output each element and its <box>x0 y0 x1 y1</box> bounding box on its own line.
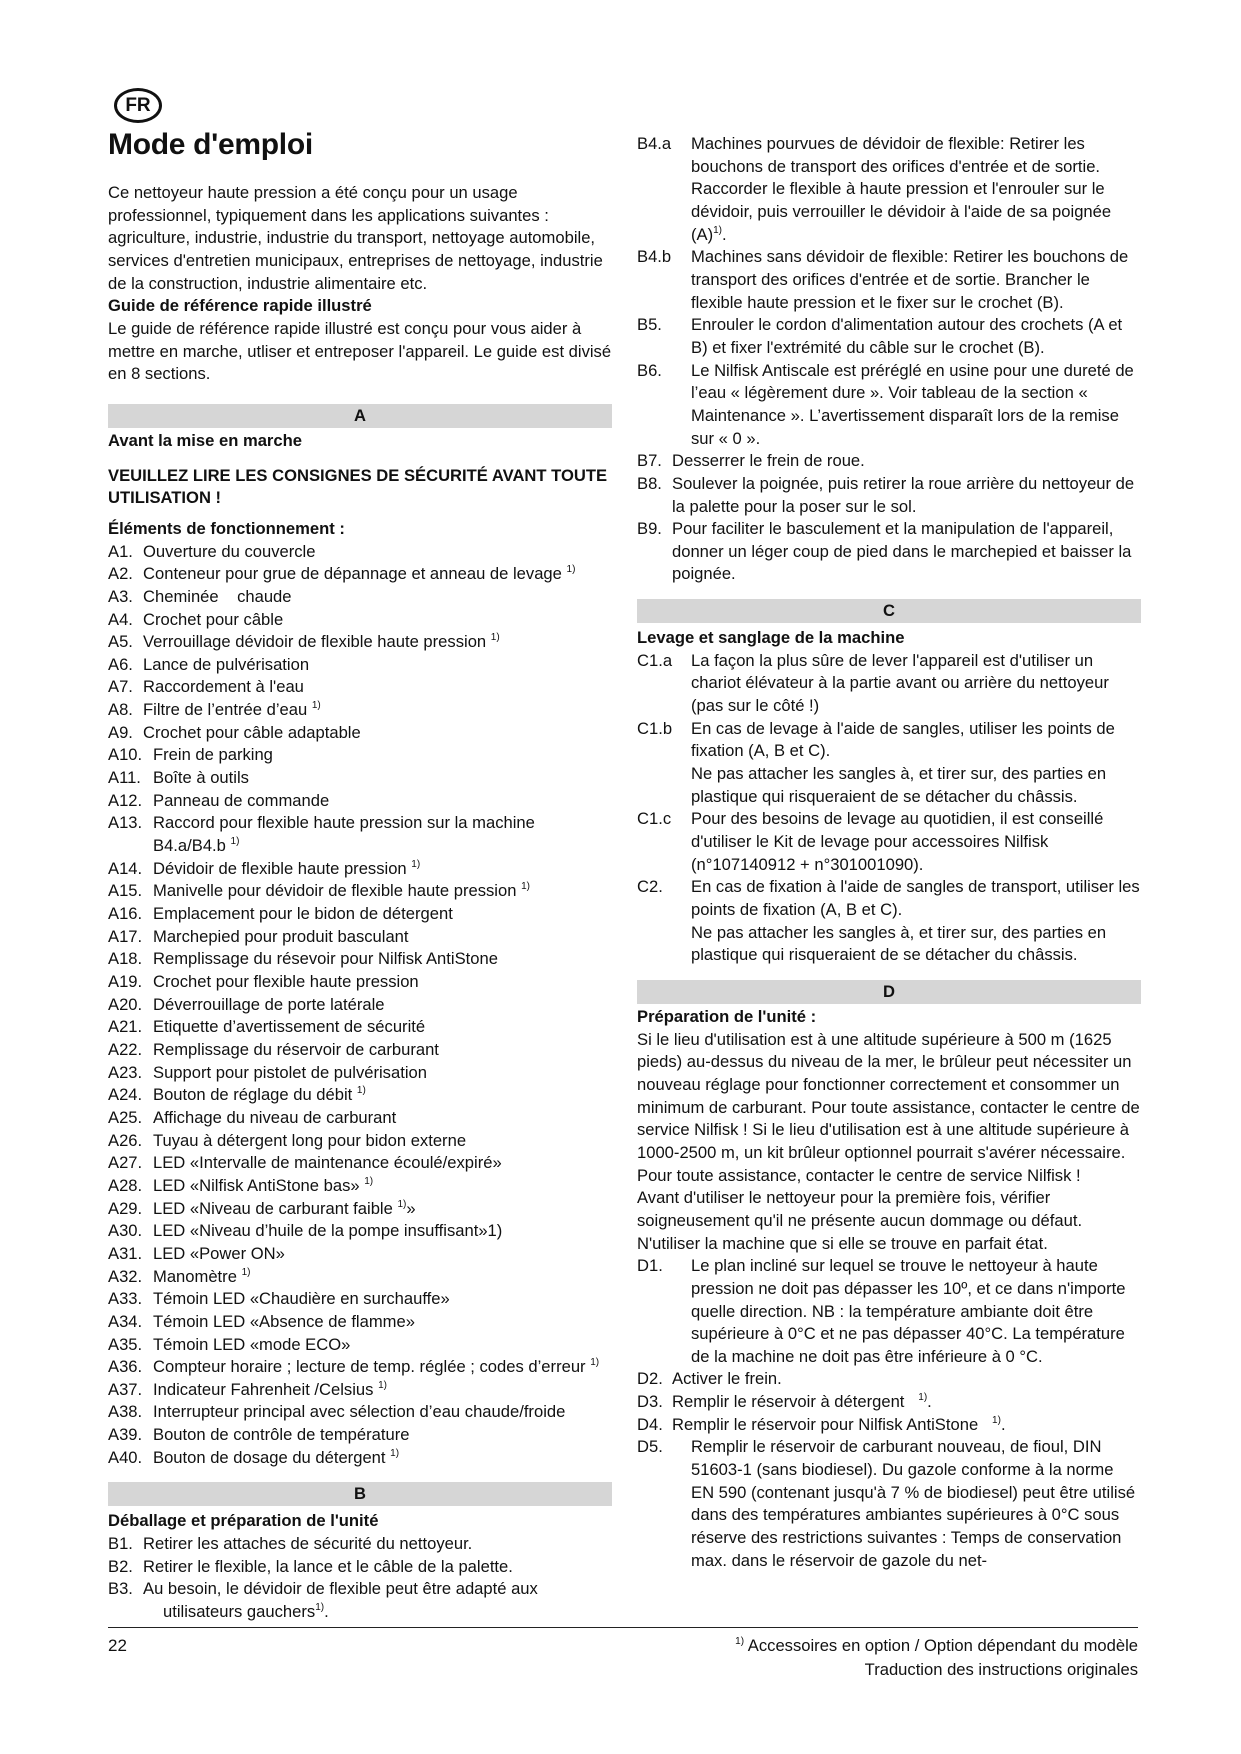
item-label: A2. <box>108 564 133 584</box>
elements-title: Éléments de fonctionnement : <box>108 518 345 538</box>
step-text: Enrouler le cordon d'alimentation autour des crochets (A et B) et fixer l'extrémité du câble sur le crochet (B). <box>691 315 1123 357</box>
step-label: D1. <box>637 1256 663 1276</box>
item-text: Marchepied pour produit basculant <box>153 926 409 946</box>
step-text: La façon la plus sûre de lever l'appareil est d'utiliser un chariot élévateur à la partie avant ou arrière du nettoyeur (pas sur le côté !) <box>691 650 1109 716</box>
item-label: A33. <box>108 1289 143 1309</box>
footnote-mark: 1) <box>713 224 723 236</box>
item-label: A17. <box>108 926 143 946</box>
footnote-text: Accessoires en option / Option dépendant du modèle <box>747 1636 1138 1655</box>
guide-title: Guide de référence rapide illustré <box>108 296 372 316</box>
item-label: A23. <box>108 1062 143 1082</box>
item-text: Manivelle pour dévidoir de flexible haute pression <box>153 881 517 901</box>
item-label: A26. <box>108 1130 143 1150</box>
inspection-paragraph: Avant d'utiliser le nettoyeur pour la première fois, vérifier soigneusement qu'il ne présente aucun dommage ou défaut. N'utiliser la machine que si elle se trouve en parfait état. <box>637 1188 1083 1253</box>
operating-element-item <box>108 880 612 903</box>
item-text-end: » <box>406 1198 416 1218</box>
step-d4 <box>637 1414 1141 1437</box>
item-text: Raccordement à l'eau <box>143 677 304 697</box>
item-label: A34. <box>108 1311 143 1331</box>
step-text: Pour faciliter le basculement et la manipulation de l'appareil, donner un léger coup de pied dans le marchepied et baisser la poignée. <box>672 519 1132 584</box>
footer-divider <box>108 1627 1138 1628</box>
page-number: 22 <box>108 1636 127 1655</box>
footnote-mark: 1) <box>315 1602 325 1614</box>
footnote-mark: 1) <box>490 632 500 644</box>
operating-element-item <box>108 699 612 722</box>
item-text: Témoin LED «Absence de flamme» <box>153 1311 415 1331</box>
safety-warning: VEUILLEZ LIRE LES CONSIGNES DE SÉCURITÉ AVANT TOUTE UTILISATION ! <box>108 465 608 508</box>
step-d5 <box>637 1436 1141 1572</box>
step-note: Ne pas attacher les sangles à, et tirer sur, des parties en plastique qui risqueraient de se détacher du châssis. <box>691 764 1107 806</box>
operating-element-item <box>108 1220 612 1243</box>
footnote-mark: 1) <box>364 1175 374 1187</box>
item-label: A10. <box>108 745 143 765</box>
operating-element-item <box>108 903 612 926</box>
step-d1 <box>637 1255 1141 1368</box>
step-c2 <box>637 876 1141 967</box>
item-label: A16. <box>108 904 143 924</box>
step-label: B3. <box>108 1579 133 1599</box>
footnote-mark: 1) <box>311 700 321 712</box>
item-label: A15. <box>108 881 143 901</box>
item-text: Bouton de réglage du débit <box>153 1085 353 1105</box>
item-text: Interrupteur principal avec sélection d’eau chaude/froide <box>153 1402 566 1422</box>
step-text: Machines sans dévidoir de flexible: Retirer les bouchons de transport des orifices d'entrée et de sortie. Brancher le flexible haute pression et le fixer sur le crochet (B). <box>691 247 1129 312</box>
step-b8 <box>637 473 1141 518</box>
operating-element-item <box>108 1288 612 1311</box>
item-label: A14. <box>108 858 143 878</box>
operating-element-item <box>108 563 612 586</box>
item-label: A24. <box>108 1085 143 1105</box>
step-text-end: . <box>722 224 727 244</box>
step-label: B4.a <box>637 134 672 153</box>
step-text: Remplir le réservoir pour Nilfisk AntiStone <box>672 1414 979 1434</box>
item-text: Témoin LED «Chaudière en surchauffe» <box>153 1289 450 1309</box>
section-c-subtitle: Levage et sanglage de la machine <box>637 628 905 648</box>
operating-element-item <box>108 858 612 881</box>
operating-element-item <box>108 586 612 609</box>
item-label: A22. <box>108 1039 143 1059</box>
step-label: D5. <box>637 1437 663 1457</box>
operating-element-item <box>108 1062 612 1085</box>
translation-note: Traduction des instructions originales <box>864 1660 1138 1679</box>
item-label: A38. <box>108 1402 143 1422</box>
item-text: Filtre de l’entrée d’eau <box>143 700 308 720</box>
operating-element-item <box>108 1016 612 1039</box>
footnote-mark: 1) <box>230 836 240 848</box>
item-text: Remplissage du réservoir de carburant <box>153 1039 439 1059</box>
item-text: Affichage du niveau de carburant <box>153 1107 397 1127</box>
step-label: C2. <box>637 877 663 897</box>
operating-element-item <box>108 654 612 677</box>
operating-element-item <box>108 1243 612 1266</box>
operating-element-item <box>108 1266 612 1289</box>
footnote-mark: 1) <box>378 1379 387 1391</box>
step-text: Au besoin, le dévidoir de flexible peut être adapté aux <box>143 1579 538 1599</box>
item-text: Crochet pour flexible haute pression <box>153 972 419 991</box>
step-text: Soulever la poignée, puis retirer la roue arrière du nettoyeur de la palette pour la poser sur le sol. <box>672 473 1135 516</box>
item-label: A32. <box>108 1266 143 1286</box>
step-label: B5. <box>637 315 662 335</box>
step-text: Retirer les attaches de sécurité du nettoyeur. <box>143 1534 473 1554</box>
item-label: A31. <box>108 1243 143 1263</box>
step-text: En cas de levage à l'aide de sangles, utiliser les points de fixation (A, B et C). <box>691 718 1115 761</box>
item-text: Panneau de commande <box>153 790 330 810</box>
item-text: Verrouillage dévidoir de flexible haute pression <box>143 632 487 652</box>
footnote-mark: 1) <box>411 858 421 870</box>
item-label: A11. <box>108 768 141 788</box>
item-label: A9. <box>108 722 133 742</box>
footnote-mark: 1) <box>390 1447 400 1459</box>
footnote-mark: 1) <box>590 1357 600 1369</box>
operating-element-item <box>108 1379 612 1402</box>
step-c1a <box>637 650 1141 718</box>
item-text: Etiquette d’avertissement de sécurité <box>153 1017 426 1037</box>
operating-element-item <box>108 812 612 857</box>
item-label: A28. <box>108 1175 143 1195</box>
step-text-end: . <box>324 1602 329 1622</box>
item-text: Raccord pour flexible haute pression sur la machine B4.a/B4.b <box>153 813 540 856</box>
item-text: Témoin LED «mode ECO» <box>153 1334 351 1354</box>
item-label: A7. <box>108 677 133 697</box>
step-d2 <box>637 1368 1141 1391</box>
operating-element-item <box>108 631 612 654</box>
item-label: A4. <box>108 609 133 629</box>
item-text: Manomètre <box>153 1266 237 1286</box>
operating-element-item <box>108 1198 612 1221</box>
step-text: Le plan incliné sur lequel se trouve le nettoyeur à haute pression ne doit pas dépasser les 10º, et ce dans n'importe quelle direction. NB : la température ambiante doit être supérieure à 0°C et ne pas dépasser 40°C. La température de la machine ne doit pas être inférieure à 0 °C. <box>691 1256 1126 1366</box>
step-b5 <box>637 314 1141 359</box>
item-label: A39. <box>108 1425 143 1445</box>
footnote-mark: 1) <box>521 881 530 893</box>
guide-paragraph: Le guide de référence rapide illustré est conçu pour vous aider à mettre en marche, utliser et entreposer l'appareil. Le guide est divisé en 8 sections. <box>108 318 612 384</box>
item-text: Conteneur pour grue de dépannage et anneau de levage <box>143 564 562 584</box>
step-label: B1. <box>108 1534 133 1554</box>
item-text: Remplissage du résevoir pour Nilfisk AntiStone <box>153 949 498 969</box>
item-label: A20. <box>108 994 143 1014</box>
item-text: Boîte à outils <box>153 768 249 788</box>
item-text: Frein de parking <box>153 745 273 765</box>
operating-elements-list <box>108 541 612 1470</box>
language-badge: FR <box>114 88 162 123</box>
section-a-header: A <box>108 404 612 428</box>
step-text: Pour des besoins de levage au quotidien, il est conseillé d'utiliser le Kit de levage pour accessoires Nilfisk (n°107140912 + n°301001090). <box>691 809 1104 874</box>
operating-element-item <box>108 609 612 632</box>
step-label: C1.b <box>637 718 673 738</box>
step-b3 <box>108 1578 612 1623</box>
step-text: Activer le frein. <box>672 1369 782 1389</box>
step-text-end: . <box>1000 1414 1006 1434</box>
item-label: A30. <box>108 1221 143 1241</box>
step-label: B4.b <box>637 247 672 267</box>
item-text: Ouverture du couvercle <box>143 541 316 561</box>
step-b4a <box>637 133 1141 246</box>
item-text: LED «Niveau de carburant faible <box>153 1198 393 1218</box>
operating-element-item <box>108 1401 612 1424</box>
item-text: Crochet pour câble <box>143 609 284 629</box>
operating-element-item <box>108 1084 612 1107</box>
operating-element-item <box>108 971 612 994</box>
step-label: D4. <box>637 1414 663 1434</box>
page-title: Mode d'emploi <box>108 128 313 161</box>
item-text: Support pour pistolet de pulvérisation <box>153 1062 427 1082</box>
step-b6 <box>637 360 1141 451</box>
step-text: Remplir le réservoir de carburant nouveau, de fioul, DIN 51603-1 (sans biodiesel). Du gazole conforme à la norme EN 590 (contenant jusqu'à 7 % de biodiesel) peut être utilisé dans des températures ambiantes supérieures à 0°C sous réserve des restrictions suivantes : Temps de conservation max. dans le réservoir de gazole du net- <box>691 1437 1136 1570</box>
item-label: A12. <box>108 790 143 810</box>
item-text: Crochet pour câble adaptable <box>143 722 361 742</box>
operating-element-item <box>108 1152 612 1175</box>
step-note: Ne pas attacher les sangles à, et tirer sur, des parties en plastique qui risqueraient de se détacher du châssis. <box>691 922 1107 965</box>
step-text: Machines pourvues de dévidoir de flexible: Retirer les bouchons de transport des orifices d'entrée et de sortie. Raccorder le flexible à haute pression et l'enrouler sur le dévidoir, puis verrouiller le dévidoir à l'aide de sa poignée (A) <box>691 134 1112 244</box>
step-label: C1.a <box>637 650 673 670</box>
footnote-mark: 1) <box>356 1085 366 1097</box>
footnote-mark: 1) <box>735 1636 745 1647</box>
operating-element-item <box>108 676 612 699</box>
section-b-subtitle: Déballage et préparation de l'unité <box>108 1511 379 1531</box>
operating-element-item <box>108 722 612 745</box>
item-label: A27. <box>108 1153 143 1173</box>
operating-element-item <box>108 1424 612 1447</box>
item-label: A8. <box>108 700 133 720</box>
item-text: LED «Power ON» <box>153 1243 285 1263</box>
item-label: A29. <box>108 1198 143 1218</box>
step-label: B7. <box>637 451 662 471</box>
item-text: Tuyau à détergent long pour bidon externe <box>153 1130 467 1150</box>
footnote-accessories <box>735 1636 1138 1656</box>
item-label: A13. <box>108 813 143 833</box>
item-text: Déverrouillage de porte latérale <box>153 994 385 1014</box>
operating-element-item <box>108 1130 612 1153</box>
operating-element-item <box>108 1311 612 1334</box>
item-label: A18. <box>108 949 143 969</box>
footnote-mark: 1) <box>241 1266 251 1278</box>
step-b2 <box>108 1556 612 1579</box>
item-text: Emplacement pour le bidon de détergent <box>153 904 453 924</box>
step-b9 <box>637 518 1141 586</box>
section-b-header: B <box>108 1482 612 1506</box>
section-d-subtitle: Préparation de l'unité : <box>637 1006 817 1026</box>
item-text: LED «Nilfisk AntiStone bas» <box>153 1175 360 1195</box>
step-label: D2. <box>637 1369 663 1389</box>
step-b1 <box>108 1533 612 1556</box>
step-c1c <box>637 808 1141 876</box>
step-label: D3. <box>637 1392 663 1412</box>
step-d3 <box>637 1391 1141 1414</box>
operating-element-item <box>108 767 612 790</box>
left-column <box>108 182 612 1624</box>
step-text: En cas de fixation à l'aide de sangles de transport, utiliser les points de fixation (A, B et C). <box>691 877 1140 919</box>
right-column <box>637 133 1141 1572</box>
intro-paragraph: Ce nettoyeur haute pression a été conçu pour un usage professionnel, typiquement dans les applications suivantes : agriculture, industrie, industrie du transport, nettoyage automobile, services d'entretien municipaux, entreprises de nettoyage, industrie de la construction, industrie alimentaire etc. <box>108 183 603 293</box>
operating-element-item <box>108 948 612 971</box>
step-label: B2. <box>108 1556 133 1576</box>
item-label: A35. <box>108 1334 143 1354</box>
footnote-mark: 1) <box>397 1198 407 1210</box>
item-label: A6. <box>108 654 133 674</box>
footnote-mark: 1) <box>992 1414 1001 1426</box>
item-text: Lance de pulvérisation <box>143 654 310 674</box>
item-text: Compteur horaire ; lecture de temp. réglée ; codes d’erreur <box>153 1357 586 1377</box>
step-text-part: utilisateurs gauchers <box>163 1602 316 1622</box>
item-label: A5. <box>108 632 133 652</box>
item-text: Dévidoir de flexible haute pression <box>153 858 407 878</box>
step-text: Desserrer le frein de roue. <box>672 451 865 471</box>
footnote-mark: 1) <box>566 564 576 576</box>
step-b4b <box>637 246 1141 314</box>
item-text: LED «Intervalle de maintenance écoulé/expiré» <box>153 1153 502 1173</box>
item-label: A36. <box>108 1357 143 1377</box>
step-c1b <box>637 718 1141 809</box>
item-label: A40. <box>108 1447 143 1467</box>
item-text: LED «Niveau d’huile de la pompe insuffisant»1) <box>153 1221 503 1241</box>
item-label: A21. <box>108 1017 143 1037</box>
operating-element-item <box>108 1334 612 1357</box>
item-label: A25. <box>108 1107 143 1127</box>
operating-element-item <box>108 926 612 949</box>
step-text: Remplir le réservoir à détergent <box>672 1392 905 1412</box>
operating-element-item <box>108 1175 612 1198</box>
step-label: B9. <box>637 519 662 539</box>
operating-element-item <box>108 744 612 767</box>
operating-element-item <box>108 994 612 1017</box>
operating-element-item <box>108 1447 612 1470</box>
step-text-end: . <box>927 1392 932 1412</box>
item-text: Bouton de dosage du détergent <box>153 1447 386 1467</box>
step-text-continued <box>143 1601 612 1624</box>
operating-element-item <box>108 1107 612 1130</box>
item-label: A37. <box>108 1379 143 1399</box>
item-label: A19. <box>108 972 143 991</box>
altitude-paragraph: Si le lieu d'utilisation est à une altitude supérieure à 500 m (1625 pieds) au-dessus du niveau de la mer, le brûleur peut nécessiter un nouveau réglage pour fonctionner correctement et consommer un minimum de carburant. Pour toute assistance, contacter le centre de service Nilfisk ! Si le lieu d'utilisation est à une altitude supérieure à 1000-2500 m, un kit brûleur optionnel pourrait s'avérer nécessaire. Pour toute assistance, contacter le centre de service Nilfisk ! <box>637 1029 1140 1185</box>
item-text: Indicateur Fahrenheit /Celsius <box>153 1379 374 1399</box>
step-text: Le Nilfisk Antiscale est préréglé en usine pour une dureté de l’eau « légèrement dure ». Voir tableau de la section « Maintenance ». L’avertissement disparaît lors de la remise sur « 0 ». <box>691 360 1134 448</box>
item-text: Bouton de contrôle de température <box>153 1425 410 1445</box>
section-d-header: D <box>637 980 1141 1004</box>
step-label: B8. <box>637 473 662 493</box>
section-c-header: C <box>637 599 1141 623</box>
step-text: Retirer le flexible, la lance et le câble de la palette. <box>143 1556 513 1576</box>
operating-element-item <box>108 1356 612 1379</box>
operating-element-item <box>108 1039 612 1062</box>
operating-element-item <box>108 790 612 813</box>
section-a-subtitle: Avant la mise en marche <box>108 430 302 450</box>
step-b7 <box>637 450 1141 473</box>
step-label: C1.c <box>637 809 672 829</box>
item-text: Cheminée chaude <box>143 586 292 606</box>
item-label: A3. <box>108 586 133 606</box>
step-label: B6. <box>637 360 662 380</box>
item-label: A1. <box>108 541 133 561</box>
footnote-mark: 1) <box>918 1392 928 1404</box>
operating-element-item <box>108 541 612 564</box>
